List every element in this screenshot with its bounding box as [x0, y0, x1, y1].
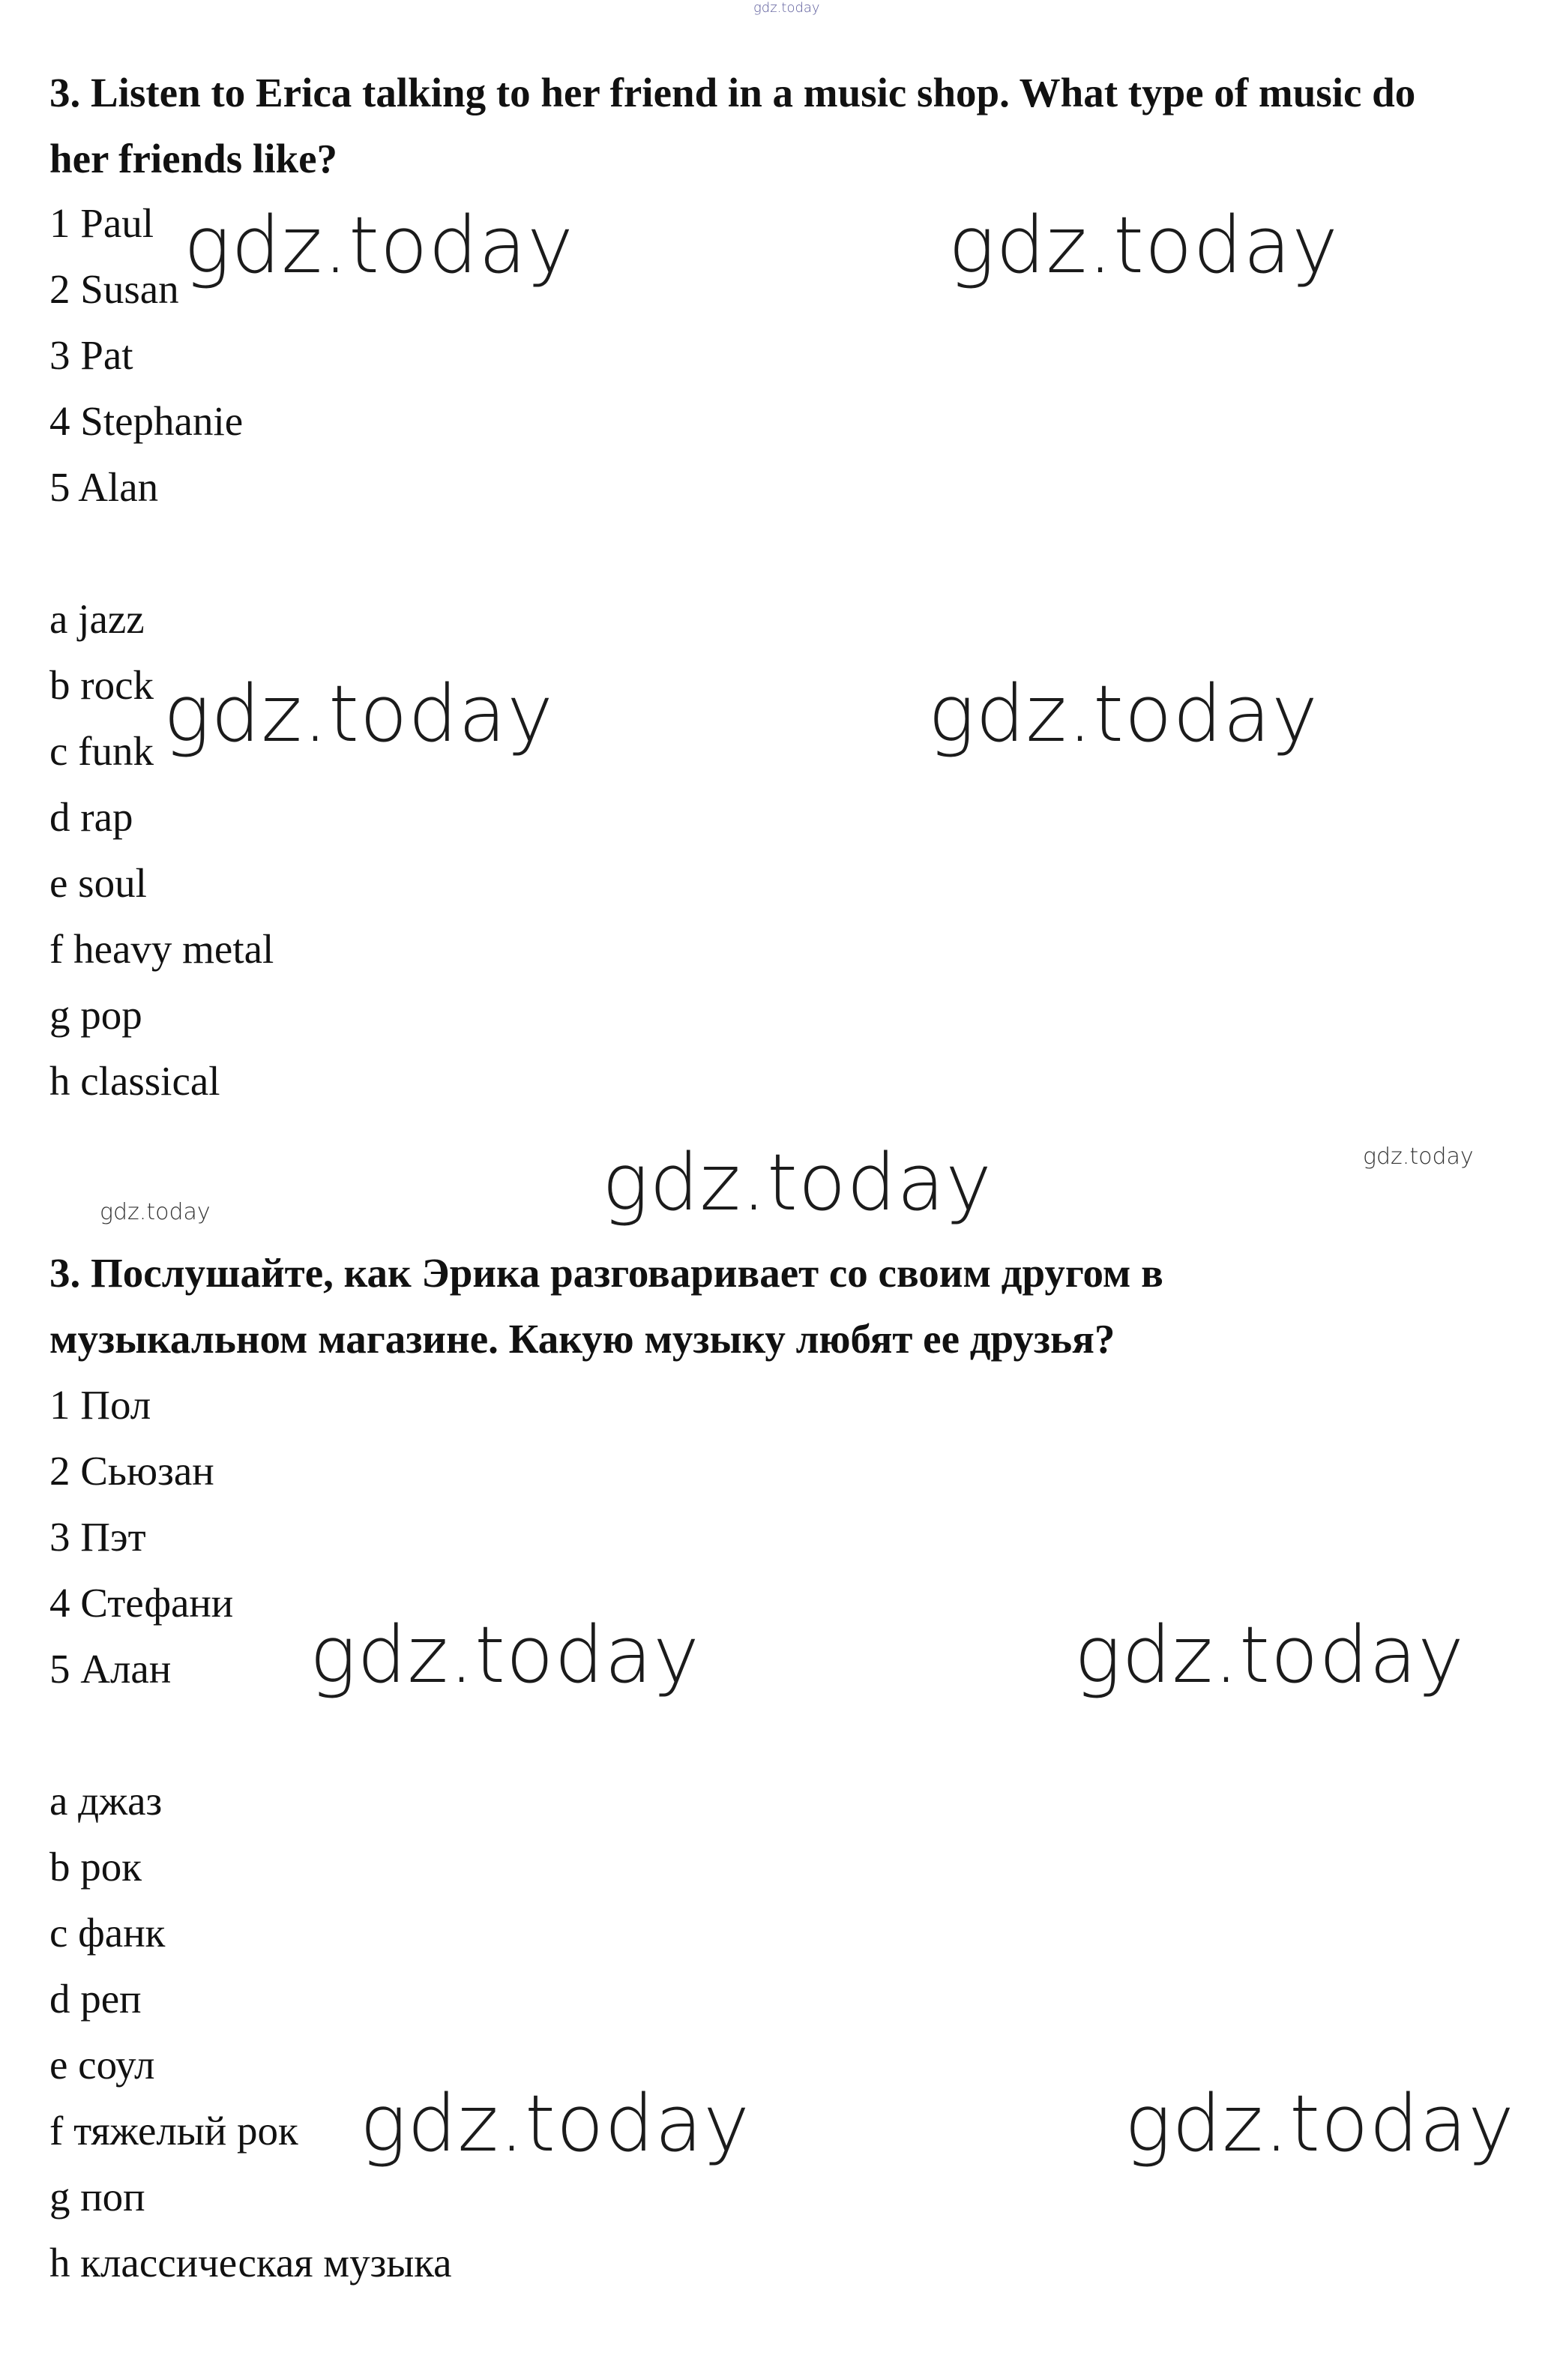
russian-genre-c: c фанк	[49, 1910, 166, 1956]
russian-person-4: 4 Стефани	[49, 1580, 234, 1626]
english-genre-a: a jazz	[49, 596, 145, 642]
watermark: gdz.today	[163, 668, 554, 760]
english-genre-c: c funk	[49, 728, 154, 774]
english-genre-e: e soul	[49, 860, 147, 906]
russian-genre-g: g поп	[49, 2174, 145, 2220]
watermark: gdz.today	[310, 1609, 700, 1701]
russian-genre-e: e соул	[49, 2042, 155, 2088]
watermark: gdz.today	[602, 1137, 993, 1228]
watermark: gdz.today	[928, 668, 1319, 760]
russian-heading-line2: музыкальном магазине. Какую музыку любят ее друзья?	[49, 1316, 1115, 1362]
watermark: gdz.today	[1074, 1609, 1465, 1701]
watermark-small: gdz.today	[1363, 1144, 1474, 1170]
english-genre-g: g pop	[49, 992, 142, 1038]
watermark-top: gdz.today	[753, 0, 820, 16]
watermark: gdz.today	[184, 199, 574, 291]
russian-person-1: 1 Пол	[49, 1382, 151, 1428]
watermark: gdz.today	[1124, 2078, 1515, 2169]
russian-person-5: 5 Алан	[49, 1646, 172, 1692]
english-person-4: 4 Stephanie	[49, 398, 244, 444]
russian-genre-h: h классическая музыка	[49, 2240, 452, 2286]
english-heading-line1: 3. Listen to Erica talking to her friend in a music shop. What type of music do	[49, 70, 1416, 115]
russian-genre-f: f тяжелый рок	[49, 2108, 298, 2154]
english-genre-h: h classical	[49, 1058, 220, 1104]
russian-genre-a: a джаз	[49, 1778, 163, 1824]
russian-person-3: 3 Пэт	[49, 1514, 146, 1560]
english-person-5: 5 Alan	[49, 464, 159, 510]
english-person-2: 2 Susan	[49, 266, 179, 312]
watermark-small: gdz.today	[100, 1199, 211, 1225]
english-genre-d: d rap	[49, 794, 133, 840]
english-person-3: 3 Pat	[49, 332, 133, 378]
english-person-1: 1 Paul	[49, 200, 154, 246]
english-genre-f: f heavy metal	[49, 926, 274, 972]
english-heading-line2: her friends like?	[49, 136, 337, 181]
english-genre-b: b rock	[49, 662, 154, 708]
russian-genre-d: d реп	[49, 1976, 142, 2022]
watermark: gdz.today	[360, 2078, 750, 2169]
russian-person-2: 2 Сьюзан	[49, 1448, 214, 1494]
watermark: gdz.today	[948, 199, 1339, 291]
russian-heading-line1: 3. Послушайте, как Эрика разговаривает со своим другом в	[49, 1250, 1163, 1296]
russian-genre-b: b рок	[49, 1844, 142, 1890]
